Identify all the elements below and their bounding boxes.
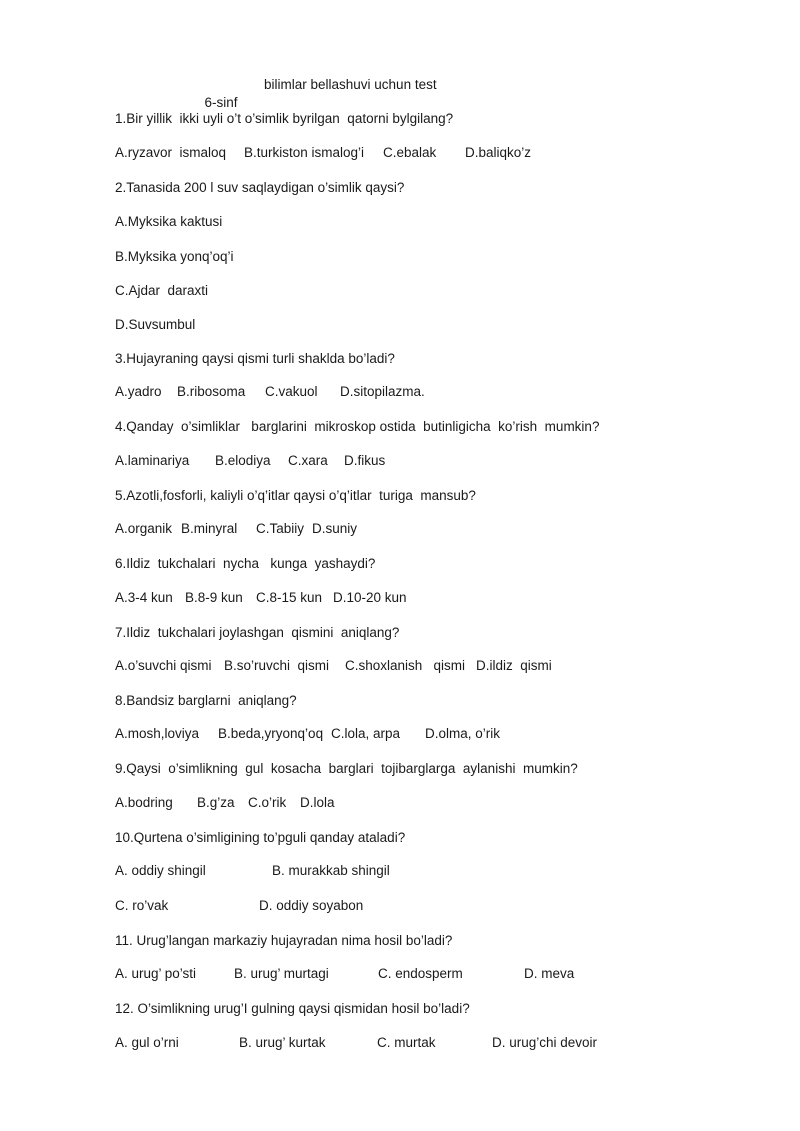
question-12-options [0,1035,800,1053]
question-11-options [0,966,800,984]
option-c: C.xara [288,453,328,468]
option-b: B.g’za [197,795,235,810]
option-d: D.fikus [344,453,386,468]
question-10-options-row2 [0,898,800,916]
option-d: D.lola [300,795,335,810]
question-8-options [0,726,800,744]
option-b: B.turkiston ismalog’i [244,145,365,160]
option-b: B.8-9 kun [185,590,243,605]
option-a: A. gul o’rni [115,1035,179,1050]
option-b: B.beda,yryonq’oq [218,726,324,741]
option-b: B.ribosoma [177,384,246,399]
question-12: 12. O’simlikning urug’I gulning qaysi qismidan hosil bo’ladi? [115,1001,470,1016]
option-b: B.Myksika yonq’oq’i [115,249,234,264]
option-c: C.8-15 kun [256,590,323,605]
option-c: C.Ajdar daraxti [115,283,209,298]
option-d: D. meva [524,966,575,981]
option-d: D.baliqko’z [465,145,532,160]
option-a: A.o’suvchi qismi [115,658,212,673]
option-d: D. oddiy soyabon [259,898,364,913]
option-a: A.ryzavor ismaloq [115,145,227,160]
question-9-options [0,795,800,813]
option-b: B. urug’ kurtak [239,1035,326,1050]
option-c: C.Tabiiy [256,521,305,536]
option-c: C.ebalak [383,145,437,160]
option-c: C. murtak [377,1035,436,1050]
option-c: C.shoxlanish qismi [345,658,466,673]
option-d: D.sitopilazma. [340,384,425,399]
question-7: 7.Ildiz tukchalari joylashgan qismini aniqlang? [115,625,400,640]
option-c: C.vakuol [265,384,318,399]
title-subtitle: bilimlar bellashuvi uchun test [264,77,437,92]
option-d: D. urug’chi devoir [492,1035,598,1050]
question-6-options [0,590,800,608]
option-c: C. ro’vak [115,898,169,913]
option-a: A. oddiy shingil [115,863,206,878]
option-b: B. murakkab shingil [272,863,390,878]
question-9: 9.Qaysi o’simlikning gul kosacha barglari tojibarglarga aylanishi mumkin? [115,761,578,776]
question-7-options [0,658,800,676]
option-c: C.o’rik [248,795,287,810]
option-d: D.suniy [312,521,358,536]
option-a: A.organik [115,521,173,536]
option-a: A.bodring [115,795,173,810]
option-b: B. urug’ murtagi [234,966,329,981]
question-3: 3.Hujayraning qaysi qismi turli shaklda bo’ladi? [115,351,395,366]
option-a: A.3-4 kun [115,590,173,605]
option-a: A.Myksika kaktusi [115,214,223,229]
question-10: 10.Qurtena o’simligining to’pguli qanday ataladi? [115,830,406,845]
question-10-options-row1 [0,863,800,881]
question-8: 8.Bandsiz barglarni aniqlang? [115,693,297,708]
option-b: B.minyral [181,521,238,536]
question-3-options [0,384,800,402]
question-4-options [0,453,800,471]
option-c: C. endosperm [378,966,463,981]
question-11: 11. Urug’langan markaziy hujayradan nima hosil bo’ladi? [115,933,453,948]
question-1: 1.Bir yillik ikki uyli o’t o’simlik byrilgan qatorni bylgilang? [115,111,454,126]
option-c: C.lola, arpa [331,726,401,741]
question-1-options [0,145,800,163]
option-b: B.elodiya [215,453,271,468]
option-d: D.Suvsumbul [115,317,196,332]
question-5-options [0,521,800,539]
question-2: 2.Tanasida 200 l suv saqlaydigan o’simlik qaysi? [115,180,405,195]
option-b: B.so’ruvchi qismi [224,658,330,673]
option-a: A.mosh,loviya [115,726,200,741]
question-5: 5.Azotli,fosforli, kaliyli o’q’itlar qaysi o’q’itlar turiga mansub? [115,488,476,503]
option-a: A.yadro [115,384,162,399]
option-a: A. urug’ po’sti [115,966,197,981]
question-6: 6.Ildiz tukchalari nycha kunga yashaydi? [115,556,376,571]
option-a: A.laminariya [115,453,190,468]
option-d: D.ildiz qismi [476,658,552,673]
option-d: D.olma, o’rik [425,726,501,741]
grade-label: 6-sinf [204,95,238,110]
option-d: D.10-20 kun [333,590,407,605]
question-4: 4.Qanday o’simliklar barglarini mikroskop ostida butinligicha ko’rish mumkin? [115,419,600,434]
